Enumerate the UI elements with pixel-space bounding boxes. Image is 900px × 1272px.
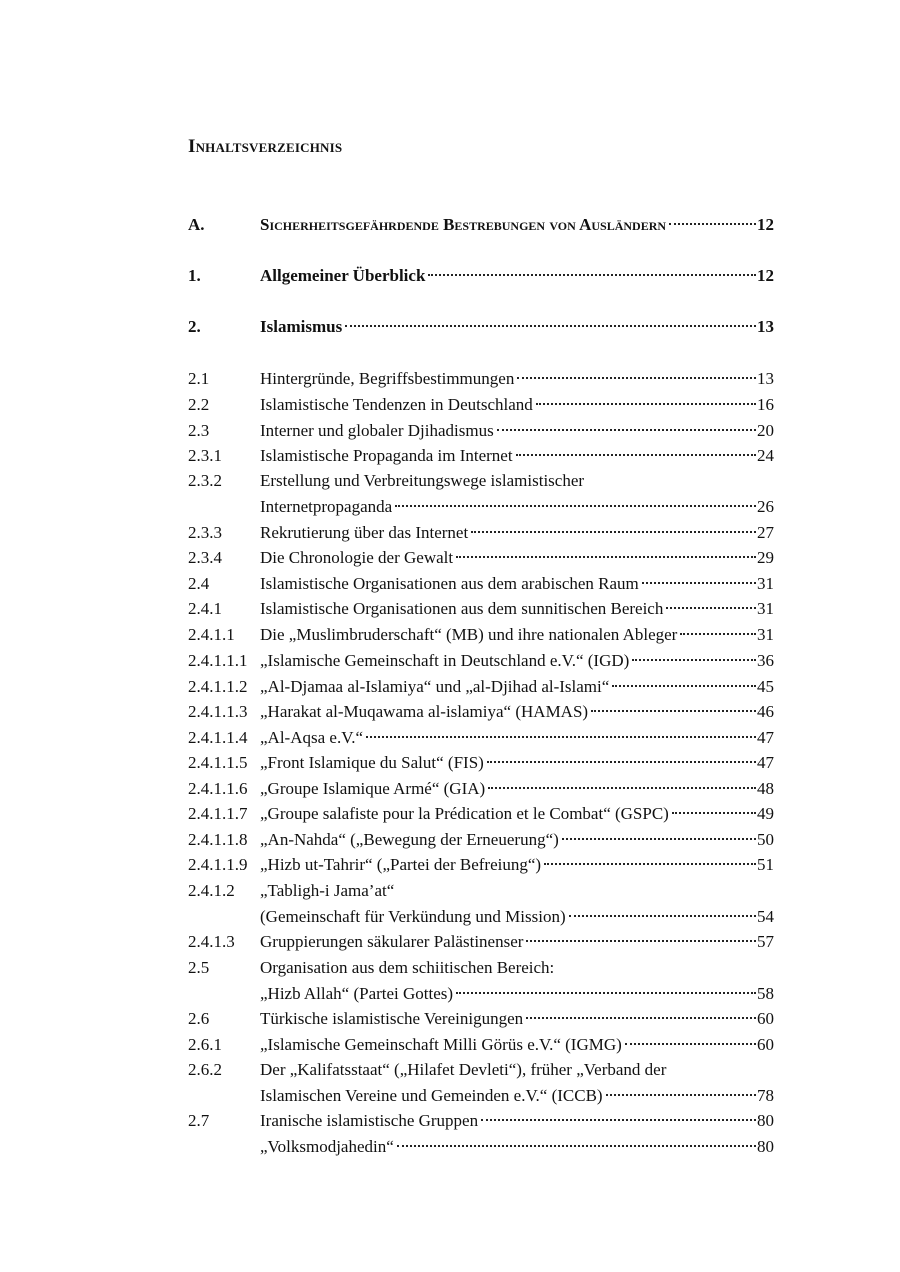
toc-entry-page: 60 [757, 1009, 774, 1028]
dot-leader [544, 863, 756, 865]
dot-leader [606, 1094, 756, 1096]
toc-entry-title: Islamistische Tendenzen in Deutschland [260, 395, 533, 414]
toc-entry-page: 48 [757, 779, 774, 798]
toc-entry-page: 31 [757, 625, 774, 644]
toc-entry-number: 2.4 [188, 574, 210, 593]
toc-entry-title: „Groupe salafiste pour la Prédication et le Combat“ (GSPC) [260, 804, 669, 823]
toc-entry-number: 2.6.2 [188, 1060, 222, 1079]
toc-entry-number: 2.6 [188, 1009, 210, 1028]
dot-leader [632, 659, 756, 661]
toc-entry-page: 47 [757, 753, 774, 772]
toc-entry-title: Rekrutierung über das Internet [260, 523, 469, 542]
toc-entry-title: Erstellung und Verbreitungswege islamistischer [260, 471, 585, 490]
toc-entry-title: „An-Nahda“ („Bewegung der Erneuerung“) [260, 830, 559, 849]
dot-leader [395, 505, 756, 507]
toc-entry-title: Interner und globaler Djihadismus [260, 421, 494, 440]
toc-entry-number: 2.4.1.1.9 [188, 855, 248, 874]
toc-entry-title: Organisation aus dem schiitischen Bereich: [260, 958, 555, 977]
toc-entry-number: 2.6.1 [188, 1035, 222, 1054]
toc-entry-number: 2.4.1.2 [188, 881, 235, 900]
toc-entry-number: 2.3.4 [188, 548, 222, 567]
toc-entry-page: 31 [757, 599, 774, 618]
dot-leader [612, 685, 756, 687]
dot-leader [397, 1145, 756, 1147]
dot-leader [456, 992, 756, 994]
toc-entry-title: Islamistische Organisationen aus dem sunnitischen Bereich [260, 599, 664, 618]
toc-entry-page: 31 [757, 574, 774, 593]
dot-leader [562, 838, 756, 840]
toc-entry-title: „Hizb Allah“ (Partei Gottes) [260, 984, 454, 1003]
toc-entry-page: 49 [757, 804, 774, 823]
dot-leader [517, 377, 756, 379]
dot-leader [456, 556, 756, 558]
toc-entry-page: 78 [757, 1086, 774, 1105]
toc-entry-title: „Al-Djamaa al-Islamiya“ und „al-Djihad al-Islami“ [260, 677, 610, 696]
toc-entry-page: 13 [757, 369, 774, 388]
toc-entry-number: 2. [188, 317, 201, 336]
toc-entry-number: 2.4.1.3 [188, 932, 235, 951]
toc-entry-page: 27 [757, 523, 774, 542]
dot-leader [669, 223, 756, 225]
toc-entry-page: 58 [757, 984, 774, 1003]
toc-entry-page: 50 [757, 830, 774, 849]
dot-leader [526, 940, 756, 942]
dot-leader [642, 582, 756, 584]
dot-leader [666, 607, 756, 609]
toc-entry-number: 2.7 [188, 1111, 210, 1130]
toc-entry-title: (Gemeinschaft für Verkündung und Mission) [260, 907, 566, 926]
toc-entry-number: 2.5 [188, 958, 210, 977]
dot-leader [481, 1119, 756, 1121]
toc-entry-title: Die „Muslimbruderschaft“ (MB) und ihre nationalen Ableger [260, 625, 678, 644]
dot-leader [345, 325, 756, 327]
toc-entry-number: 2.4.1.1.1 [188, 651, 248, 670]
toc-entry-page: 80 [757, 1111, 774, 1130]
toc-entry-number: 2.4.1.1.3 [188, 702, 248, 721]
toc-entry-title: „Tabligh-i Jama’at“ [260, 881, 395, 900]
toc-entry-number: 2.4.1.1.2 [188, 677, 248, 696]
toc-entry-page: 80 [757, 1137, 774, 1156]
dot-leader [591, 710, 756, 712]
toc-entry-title: „Groupe Islamique Armé“ (GIA) [260, 779, 486, 798]
toc-entry-title: Internetpropaganda [260, 497, 393, 516]
toc-entry-number: 2.4.1.1.4 [188, 728, 248, 747]
dot-leader [488, 787, 756, 789]
toc-entry-page: 46 [757, 702, 774, 721]
toc-entry-title: „Al-Aqsa e.V.“ [260, 728, 364, 747]
toc-entry-title: Hintergründe, Begriffsbestimmungen [260, 369, 515, 388]
toc-heading: Inhaltsverzeichnis [188, 136, 343, 157]
toc-entry-number: 1. [188, 266, 201, 285]
toc-entry-page: 20 [757, 421, 774, 440]
toc-entry-page: 45 [757, 677, 774, 696]
dot-leader [526, 1017, 756, 1019]
toc-entry-title: Türkische islamistische Vereinigungen [260, 1009, 524, 1028]
toc-entry-page: 29 [757, 548, 774, 567]
dot-leader [497, 429, 756, 431]
toc-entry-title: Islamischen Vereine und Gemeinden e.V.“ (ICCB) [260, 1086, 603, 1105]
toc-entry-title: Islamistische Propaganda im Internet [260, 446, 513, 465]
toc-entry-page: 24 [757, 446, 774, 465]
toc-entry-page: 12 [757, 266, 774, 285]
dot-leader [536, 403, 756, 405]
toc-entry-number: 2.3.3 [188, 523, 222, 542]
toc-entry-page: 16 [757, 395, 774, 414]
toc-entry-title: „Islamische Gemeinschaft in Deutschland e.V.“ (IGD) [260, 651, 630, 670]
dot-leader [366, 736, 756, 738]
toc-entry-page: 60 [757, 1035, 774, 1054]
toc-entry-number: 2.4.1 [188, 599, 222, 618]
toc-entry-title: Iranische islamistische Gruppen [260, 1111, 479, 1130]
toc-entry-title: „Hizb ut-Tahrir“ („Partei der Befreiung“) [260, 855, 542, 874]
toc-entry-page: 47 [757, 728, 774, 747]
toc-entry-page: 12 [757, 215, 774, 234]
toc-entry-number: A. [188, 215, 205, 234]
toc-entry-title: Allgemeiner Überblick [260, 266, 426, 285]
toc-entry-number: 2.4.1.1.6 [188, 779, 248, 798]
toc-entry-title: „Front Islamique du Salut“ (FIS) [260, 753, 484, 772]
dot-leader [625, 1043, 756, 1045]
toc-entry-number: 2.2 [188, 395, 210, 414]
dot-leader [471, 531, 756, 533]
dot-leader [428, 274, 756, 276]
toc-entry-title: Sicherheitsgefährdende Bestrebungen von Ausländern [260, 215, 667, 234]
toc-entry-page: 26 [757, 497, 774, 516]
toc-entry-number: 2.4.1.1.7 [188, 804, 248, 823]
dot-leader [516, 454, 756, 456]
dot-leader [487, 761, 756, 763]
toc-entry-number: 2.4.1.1.8 [188, 830, 248, 849]
toc-entry-title: Islamismus [260, 317, 343, 336]
toc-entry-page: 13 [757, 317, 774, 336]
toc-entry-number: 2.1 [188, 369, 210, 388]
toc-entry-page: 51 [757, 855, 774, 874]
toc-entry-page: 57 [757, 932, 774, 951]
toc-entry-title: „Volksmodjahedin“ [260, 1137, 394, 1156]
toc-entry-page: 54 [757, 907, 774, 926]
toc-entry-number: 2.3.1 [188, 446, 222, 465]
toc-entry-title: Gruppierungen säkularer Palästinenser [260, 932, 524, 951]
toc-entry-number: 2.4.1.1 [188, 625, 235, 644]
toc-entry-page: 36 [757, 651, 774, 670]
dot-leader [569, 915, 756, 917]
toc-entry-number: 2.4.1.1.5 [188, 753, 248, 772]
toc-entry-title: „Harakat al-Muqawama al-islamiya“ (HAMAS) [260, 702, 589, 721]
toc-entry-title: Islamistische Organisationen aus dem arabischen Raum [260, 574, 639, 593]
toc-entry-title: „Islamische Gemeinschaft Milli Görüs e.V.“ (IGMG) [260, 1035, 622, 1054]
dot-leader [672, 812, 756, 814]
toc-entry-number: 2.3.2 [188, 471, 222, 490]
toc-entry-title: Die Chronologie der Gewalt [260, 548, 454, 567]
toc-entry-title: Der „Kalifatsstaat“ („Hilafet Devleti“), früher „Verband der [260, 1060, 667, 1079]
dot-leader [680, 633, 756, 635]
toc-entry-number: 2.3 [188, 421, 210, 440]
